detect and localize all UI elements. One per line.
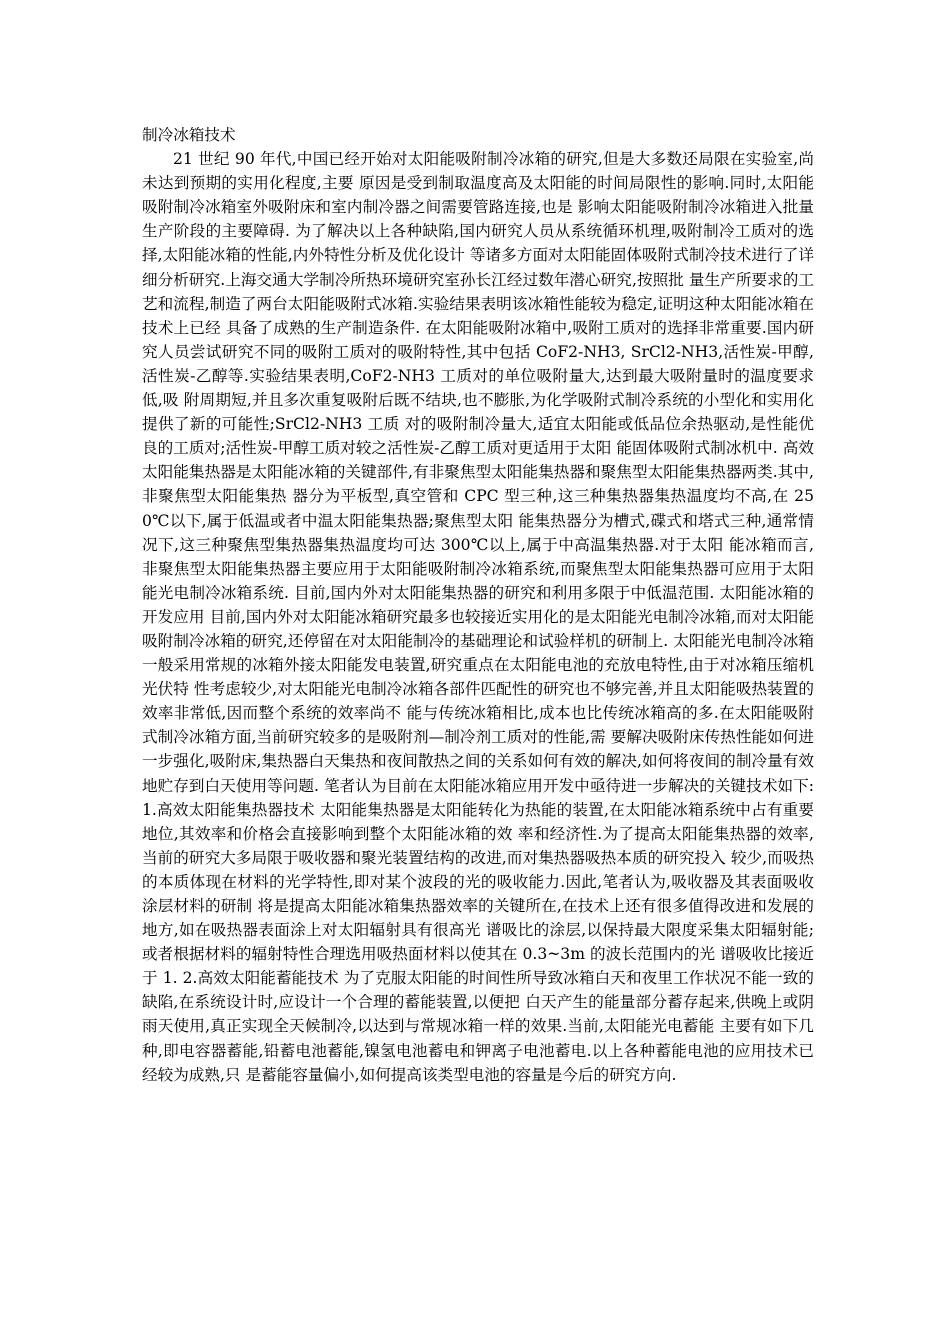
document-body-paragraph: 21 世纪 90 年代,中国已经开始对太阳能吸附制冷冰箱的研究,但是大多数还局限在实验室,尚未达到预期的实用化程度,主要 原因是受到制取温度高及太阳能的时间局限性的影响.同时,太阳能吸附制冷冰箱室外吸附床和室内制冷器之间需要管路连接,也是 影响太阳能吸附制冷冰箱进入批量生产阶段的主要障碍. 为了解决以上各种缺陷,国内研究人员从系统循环机理,吸附制冷工质对的选择,太阳能冰箱的性能,内外特性分析及优化设计 等诸多方面对太阳能固体吸附式制冷技术进行了详细分析研究.上海交通大学制冷所热环境研究室孙长江经过数年潜心研究,按照批 量生产所要求的工艺和流程,制造了两台太阳能吸附式冰箱.实验结果表明该冰箱性能较为稳定,证明这种太阳能冰箱在技术上已经 具备了成熟的生产制造条件. 在太阳能吸附冰箱中,吸附工质对的选择非常重要.国内研究人员尝试研究不同的吸附工质对的吸附特性,其中包括 CoF2-NH3, SrCl2-NH3,活性炭-甲醇,活性炭-乙醇等.实验结果表明,CoF2-NH3 工质对的单位吸附量大,达到最大吸附量时的温度要求低,吸 附周期短,并且多次重复吸附后既不结块,也不膨胀,为化学吸附式制冷系统的小型化和实用化提供了新的可能性;SrCl2-NH3 工质 对的吸附制冷量大,适宜太阳能或低品位余热驱动,是性能优良的工质对;活性炭-甲醇工质对较之活性炭-乙醇工质对更适用于太阳 能固体吸附式制冰机中. 高效太阳能集热器是太阳能冰箱的关键部件,有非聚焦型太阳能集热器和聚焦型太阳能集热器两类.其中,非聚焦型太阳能集热 器分为平板型,真空管和 CPC 型三种,这三种集热器集热温度均不高,在 250℃以下,属于低温或者中温太阳能集热器;聚焦型太阳 能集热器分为槽式,碟式和塔式三种,通常情况下,这三种聚焦型集热器集热温度均可达 300℃以上,属于中高温集热器.对于太阳 能冰箱而言, 非聚焦型太阳能集热器主要应用于太阳能吸附制冷冰箱系统,而聚焦型太阳能集热器可应用于太阳能光电制冷冰箱系统. 目前,国内外对太阳能集热器的研究和利用多限于中低温范围. 太阳能冰箱的开发应用 目前,国内外对太阳能冰箱研究最多也较接近实用化的是太阳能光电制冷冰箱,而对太阳能吸附制冷冰箱的研究,还停留在对太阳能制冷的基础理论和试验样机的研制上. 太阳能光电制冷冰箱一般采用常规的冰箱外接太阳能发电装置,研究重点在太阳能电池的充放电特性,由于对冰箱压缩机光伏特 性考虑较少,对太阳能光电制冷冰箱各部件匹配性的研究也不够完善,并且太阳能吸热装置的效率非常低,因而整个系统的效率尚不 能与传统冰箱相比,成本也比传统冰箱高的多.在太阳能吸附式制冷冰箱方面,当前研究较多的是吸附剂—制冷剂工质对的性能,需 要解决吸附床传热性能如何进一步强化,吸附床,集热器白天集热和夜间散热之间的关系如何有效的解决,如何将夜间的制冷量有效 地贮存到白天使用等问题. 笔者认为目前在太阳能冰箱应用开发中亟待进一步解决的关键技术如下: 1.高效太阳能集热器技术 太阳能集热器是太阳能转化为热能的装置,在太阳能冰箱系统中占有重要地位,其效率和价格会直接影响到整个太阳能冰箱的效 率和经济性.为了提高太阳能集热器的效率,当前的研究大多局限于吸收器和聚光装置结构的改进,而对集热器吸热本质的研究投入 较少,而吸热的本质体现在材料的光学特性,即对某个波段的光的吸收能力.因此,笔者认为,吸收器及其表面吸收涂层材料的研制 将是提高太阳能冰箱集热器效率的关键所在,在技术上还有很多值得改进和发展的地方,如在吸热器表面涂上对太阳辐射具有很高光 谱吸比的涂层,以保持最大限度采集太阳辐射能;或者根据材料的辐射特性合理选用吸热面材料以使其在 0.3~3m 的波长范围内的光 谱吸收比接近于 1. 2.高效太阳能蓄能技术 为了克服太阳能的时间性所导致冰箱白天和夜里工作状况不能一致的缺陷,在系统设计时,应设计一个合理的蓄能装置,以便把 白天产生的能量部分蓄存起来,供晚上或阴雨天使用,真正实现全天候制冷,以达到与常规冰箱一样的效果.当前,太阳能光电蓄能 主要有如下几种,即电容器蓄能,铅蓄电池蓄能,镍氢电池蓄电和钾离子电池蓄电.以上各种蓄能电池的应用技术已经较为成熟,只 是蓄能容量偏小,如何提高该类型电池的容量是今后的研究方向. bbox=[142, 150, 814, 1084]
document-title: 制冷冰箱技术 bbox=[142, 126, 236, 144]
document-page bbox=[142, 123, 814, 1087]
